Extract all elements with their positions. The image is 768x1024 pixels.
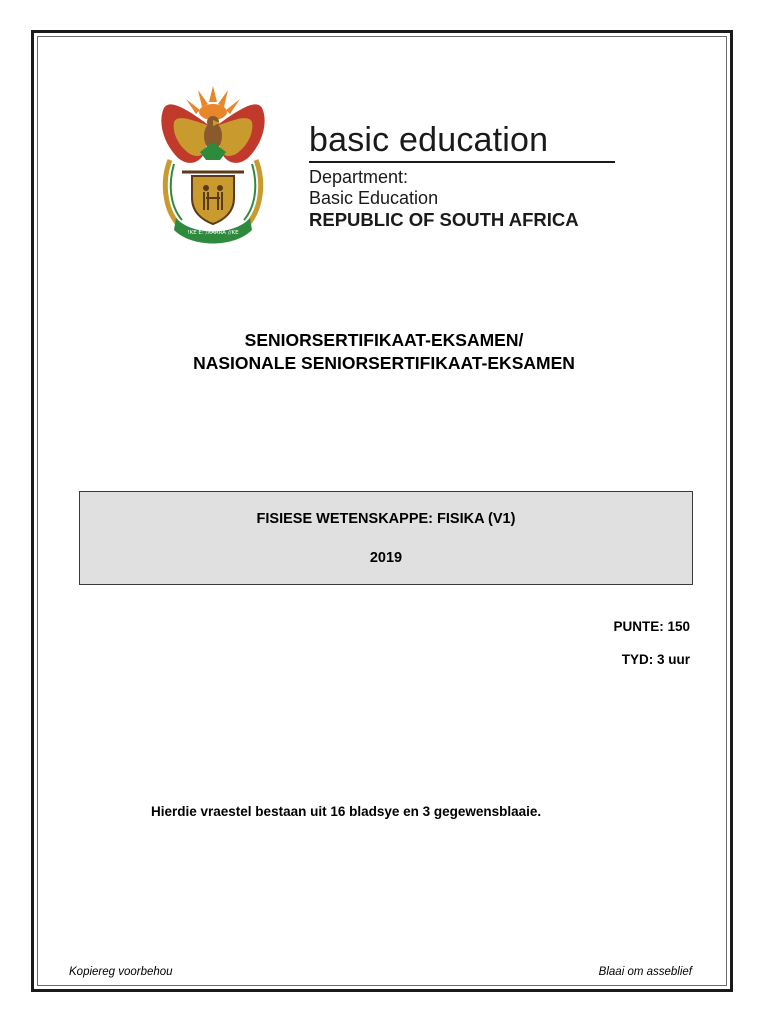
department-name: Basic Education (309, 188, 439, 208)
department-logo (148, 80, 628, 250)
marks-label: PUNTE: 150 (613, 619, 690, 634)
motto-text: !KE E: /XARRA //KE (187, 230, 239, 236)
exam-title-line2: NASIONALE SENIORSERTIFIKAAT-EKSAMEN (193, 353, 575, 373)
subject-name: FISIESE WETENSKAPPE: FISIKA (V1) (256, 511, 516, 527)
time-label: TYD: 3 uur (621, 652, 690, 667)
brand-block (309, 122, 615, 230)
department-label: Department: (309, 167, 409, 187)
copyright-footer: Kopiereg voorbehou (69, 966, 173, 978)
brand-title: basic education (309, 121, 549, 159)
country-name: REPUBLIC OF SOUTH AFRICA (309, 209, 579, 230)
page-count-note: Hierdie vraestel bestaan uit 16 bladsye en 3 gegewensblaaie. (151, 804, 542, 819)
turn-over-footer: Blaai om asseblief (598, 966, 692, 978)
subject-box (79, 491, 693, 585)
subject-year: 2019 (369, 550, 403, 566)
coat-of-arms-icon (148, 80, 278, 248)
brand-rule (309, 161, 615, 163)
exam-title-line1: SENIORSERTIFIKAAT-EKSAMEN/ (244, 330, 524, 350)
